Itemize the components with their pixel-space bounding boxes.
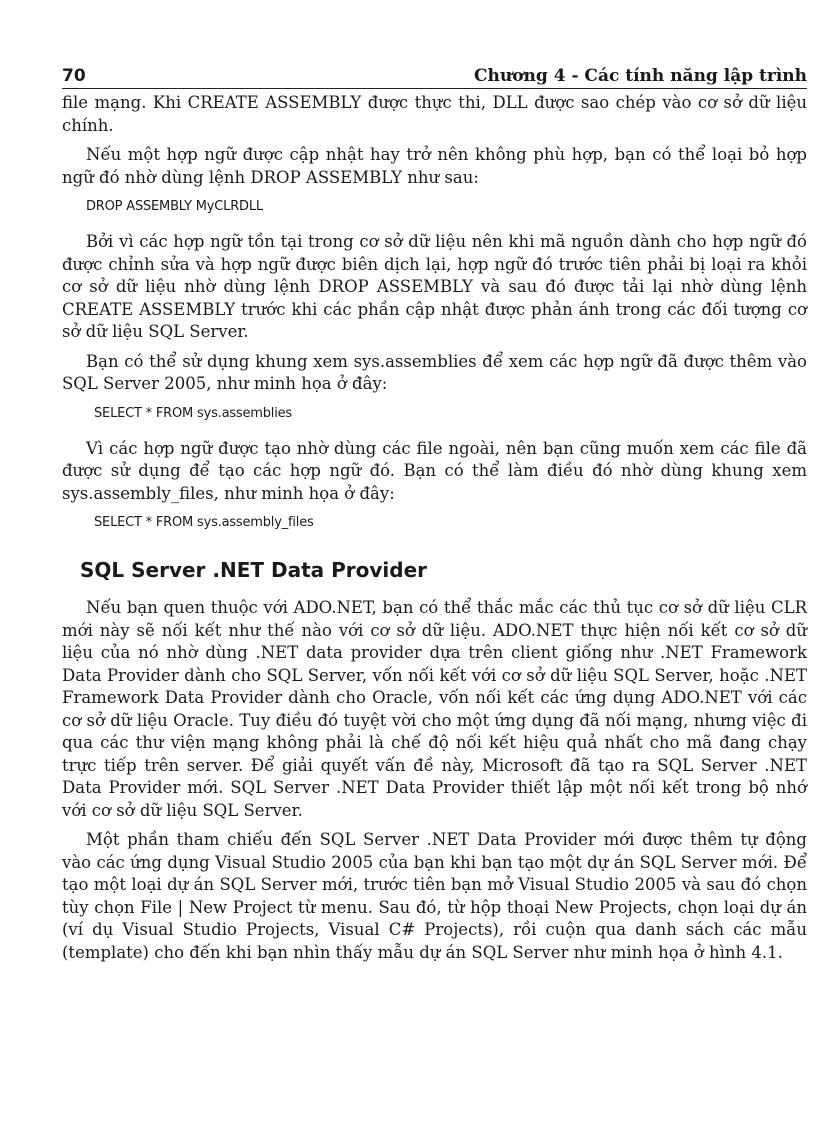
paragraph-4: Bạn có thể sử dụng khung xem sys.assemblies để xem các hợp ngữ đã được thêm vào SQL Server 2005, như minh họa ở đây:	[62, 351, 807, 393]
code-drop-assembly: DROP ASSEMBLY MyCLRDLL	[86, 199, 263, 214]
paragraph-7: Một phần tham chiếu đến SQL Server .NET Data Provider mới được thêm tự động vào các ứng dụng Visual Studio 2005 của bạn khi bạn tạo một dự án SQL Server mới. Để tạo một loại dự án SQL Server mới, trước tiên bạn mở Visual Studio 2005 và sau đó chọn tùy chọn File | New Project từ menu. Sau đó, từ hộp thoại New Projects, chọn loại dự án (ví dụ Visual Studio Projects, Visual C# Projects), rồi cuộn qua danh sách các mẫu (template) cho đến khi bạn nhìn thấy mẫu dự án SQL Server như minh họa ở hình 4.1.	[62, 830, 807, 962]
page-header	[62, 48, 807, 89]
paragraph-1: file mạng. Khi CREATE ASSEMBLY được thực thi, DLL được sao chép vào cơ sở dữ liệu chính.	[62, 93, 807, 135]
code-select-assembly-files: SELECT * FROM sys.assembly_files	[94, 515, 314, 530]
page-number: 70	[62, 66, 86, 86]
paragraph-3: Bởi vì các hợp ngữ tồn tại trong cơ sở dữ liệu nên khi mã nguồn dành cho hợp ngữ đó được chỉnh sửa và hợp ngữ được biên dịch lại, hợp ngữ đó trước tiên phải bị loại ra khỏi cơ sở dữ liệu nhờ dùng lệnh DROP ASSEMBLY và sau đó được tải lại nhờ dùng lệnh CREATE ASSEMBLY trước khi các phần cập nhật được phản ánh trong các đối tượng cơ sở dữ liệu SQL Server.	[62, 232, 807, 341]
paragraph-2: Nếu một hợp ngữ được cập nhật hay trở nên không phù hợp, bạn có thể loại bỏ hợp ngữ đó nhờ dùng lệnh DROP ASSEMBLY như sau:	[62, 145, 807, 187]
page-body	[62, 92, 807, 971]
section-heading: SQL Server .NET Data Provider	[80, 558, 427, 582]
paragraph-5: Vì các hợp ngữ được tạo nhờ dùng các file ngoài, nên bạn cũng muốn xem các file đã được sử dụng để tạo các hợp ngữ đó. Bạn có thể làm điều đó nhờ dùng khung xem sys.assembly_files, như minh họa ở đây:	[62, 438, 807, 503]
code-select-assemblies: SELECT * FROM sys.assemblies	[94, 405, 292, 421]
paragraph-6: Nếu bạn quen thuộc với ADO.NET, bạn có thể thắc mắc các thủ tục cơ sở dữ liệu CLR mới này sẽ nối kết như thế nào với cơ sở dữ liệu. ADO.NET thực hiện nối kết cơ sở dữ liệu của nó nhờ dùng .NET data provider dựa trên client giống như .NET Framework Data Provider dành cho SQL Server, vốn nối kết với cơ sở dữ liệu SQL Server, hoặc .NET Framework Data Provider dành cho Oracle, vốn nối kết các ứng dụng ADO.NET với các cơ sở dữ liệu Oracle. Tuy điều đó tuyệt vời cho một ứng dụng đã nối mạng, nhưng việc đi qua các thư viện mạng không phải là chế độ nối kết hiệu quả nhất cho mã đang chạy trực tiếp trên server. Để giải quyết vấn đề này, Microsoft đã tạo ra SQL Server .NET Data Provider mới. SQL Server .NET Data Provider thiết lập một nối kết trong bộ nhớ với cơ sở dữ liệu SQL Server.	[62, 598, 807, 820]
chapter-title: Chương 4 - Các tính năng lập trình	[473, 66, 807, 86]
